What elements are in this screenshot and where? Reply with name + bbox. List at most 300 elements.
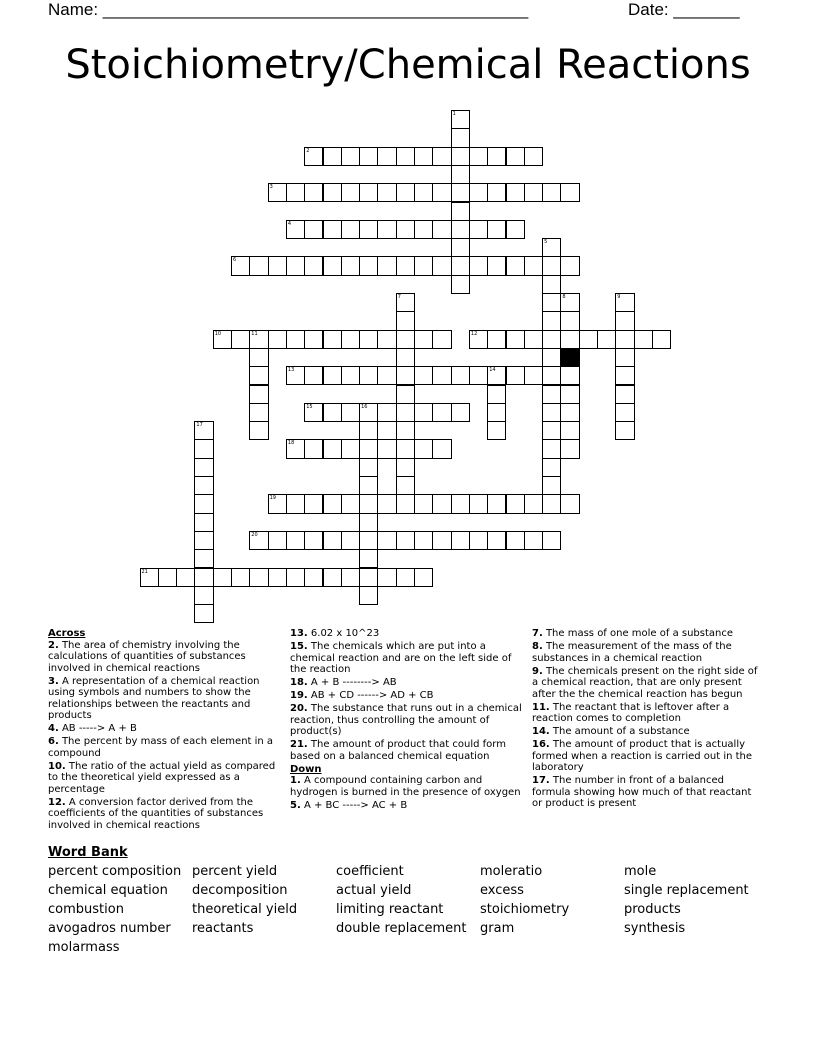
crossword-cell[interactable] — [359, 366, 378, 385]
crossword-cell[interactable] — [396, 458, 415, 477]
crossword-cell[interactable] — [194, 513, 213, 532]
crossword-cell[interactable] — [542, 403, 561, 422]
crossword-cell[interactable] — [286, 183, 305, 202]
crossword-cell[interactable] — [323, 256, 342, 275]
cell-number: 14 — [489, 367, 496, 374]
crossword-cell[interactable] — [396, 256, 415, 275]
crossword-cell[interactable] — [323, 568, 342, 587]
crossword-cell[interactable] — [615, 311, 634, 330]
clue — [532, 726, 764, 738]
clue-text: The amount of a substance — [549, 726, 690, 737]
clue — [48, 797, 280, 832]
crossword-cell[interactable] — [432, 494, 451, 513]
crossword-cell[interactable] — [249, 256, 268, 275]
cell-number: 2 — [306, 147, 310, 154]
crossword-cell[interactable] — [323, 183, 342, 202]
crossword-cell[interactable] — [341, 256, 360, 275]
crossword-cell[interactable] — [469, 147, 488, 166]
crossword-cell[interactable] — [304, 439, 323, 458]
crossword-cell[interactable] — [414, 256, 433, 275]
clue-number: 16. — [532, 739, 550, 750]
cell-number: 16 — [361, 403, 368, 410]
clue-number: 20. — [290, 703, 308, 714]
word-bank-column — [192, 862, 297, 938]
crossword-cell[interactable] — [615, 330, 634, 349]
crossword-cell[interactable] — [396, 183, 415, 202]
crossword-cell[interactable] — [414, 494, 433, 513]
crossword-cell[interactable] — [158, 568, 177, 587]
crossword-cell[interactable] — [451, 494, 470, 513]
crossword-cell[interactable] — [560, 183, 579, 202]
crossword-cell[interactable] — [377, 330, 396, 349]
crossword-cell[interactable] — [542, 311, 561, 330]
crossword-cell[interactable] — [194, 604, 213, 623]
crossword-cell[interactable] — [414, 531, 433, 550]
crossword-cell[interactable] — [286, 256, 305, 275]
crossword-cell[interactable] — [249, 568, 268, 587]
crossword-cell[interactable] — [506, 330, 525, 349]
crossword-cell[interactable] — [268, 568, 287, 587]
clue-number: 5. — [290, 799, 301, 811]
word-bank-word: synthesis — [624, 921, 686, 936]
crossword-cell[interactable] — [487, 403, 506, 422]
date-field[interactable]: Date: _______ — [628, 0, 740, 19]
crossword-cell[interactable] — [560, 256, 579, 275]
crossword-cell[interactable] — [615, 385, 634, 404]
crossword-cell[interactable] — [396, 531, 415, 550]
crossword-cell[interactable] — [615, 348, 634, 367]
crossword-cell[interactable] — [304, 183, 323, 202]
crossword-cell[interactable] — [487, 531, 506, 550]
crossword-cell[interactable] — [414, 366, 433, 385]
clue-text: The area of chemistry involving the calculations of quantities of substances involved in chemical reactions — [48, 639, 246, 674]
crossword-cell[interactable] — [341, 494, 360, 513]
crossword-cell[interactable] — [451, 147, 470, 166]
clue — [48, 676, 280, 722]
crossword-cell[interactable] — [396, 147, 415, 166]
word-bank-word: single replacement — [624, 883, 749, 898]
crossword-cell[interactable] — [194, 458, 213, 477]
crossword-cell[interactable] — [249, 421, 268, 440]
crossword-cell[interactable] — [249, 531, 268, 550]
crossword-cell[interactable] — [304, 531, 323, 550]
crossword-cell[interactable] — [359, 439, 378, 458]
word-bank-word: stoichiometry — [480, 902, 570, 917]
crossword-cell[interactable] — [359, 568, 378, 587]
crossword-cell[interactable] — [560, 330, 579, 349]
word-bank — [48, 845, 788, 962]
crossword-cell[interactable] — [341, 366, 360, 385]
clue-number: 6. — [48, 736, 59, 747]
crossword-cell[interactable] — [469, 183, 488, 202]
clue — [290, 690, 522, 702]
crossword-cell[interactable] — [506, 147, 525, 166]
crossword-cell[interactable] — [304, 220, 323, 239]
cell-number: 9 — [617, 294, 621, 300]
crossword-cell[interactable] — [286, 568, 305, 587]
crossword-cell[interactable] — [194, 494, 213, 513]
crossword-cell[interactable] — [341, 531, 360, 550]
crossword-cell[interactable] — [304, 366, 323, 385]
crossword-cell[interactable] — [524, 366, 543, 385]
crossword-cell[interactable] — [542, 183, 561, 202]
crossword-cell[interactable] — [432, 147, 451, 166]
crossword-cell[interactable] — [304, 494, 323, 513]
crossword-cell[interactable] — [432, 220, 451, 239]
crossword-cell[interactable] — [414, 439, 433, 458]
crossword-cell[interactable] — [304, 330, 323, 349]
crossword-cell[interactable] — [286, 531, 305, 550]
word-bank-word: products — [624, 902, 681, 917]
clue — [290, 677, 522, 689]
clue-number: 19. — [290, 690, 308, 701]
crossword-cell[interactable] — [359, 421, 378, 440]
crossword-cell[interactable] — [268, 256, 287, 275]
crossword-cell[interactable] — [304, 147, 323, 166]
crossword-cell[interactable] — [377, 568, 396, 587]
crossword-cell[interactable] — [524, 256, 543, 275]
crossword-cell[interactable] — [249, 403, 268, 422]
crossword-cell[interactable] — [359, 256, 378, 275]
clue-number: 11. — [532, 701, 550, 713]
clue-number: 13. — [290, 628, 308, 639]
crossword-cell[interactable] — [341, 403, 360, 422]
crossword-cell[interactable] — [469, 256, 488, 275]
crossword-cell[interactable] — [451, 366, 470, 385]
crossword-cell[interactable] — [506, 531, 525, 550]
crossword-cell[interactable] — [231, 568, 250, 587]
crossword-cell[interactable] — [542, 494, 561, 513]
crossword-cell[interactable] — [451, 275, 470, 294]
crossword-cell[interactable] — [560, 494, 579, 513]
crossword-cell[interactable] — [542, 531, 561, 550]
clue — [532, 628, 764, 640]
crossword-cell[interactable] — [359, 549, 378, 568]
crossword-cell[interactable] — [341, 568, 360, 587]
crossword-cell[interactable] — [377, 403, 396, 422]
crossword-cell[interactable] — [469, 494, 488, 513]
crossword-cell[interactable] — [414, 403, 433, 422]
crossword-cell[interactable] — [249, 366, 268, 385]
crossword-cell[interactable] — [542, 421, 561, 440]
crossword-cell[interactable] — [414, 330, 433, 349]
crossword-cell[interactable] — [304, 568, 323, 587]
crossword-cell[interactable] — [469, 366, 488, 385]
clue — [290, 641, 522, 676]
clue — [290, 739, 522, 762]
crossword-cell[interactable] — [524, 330, 543, 349]
crossword-cell[interactable] — [323, 439, 342, 458]
crossword-cell[interactable] — [414, 183, 433, 202]
clue-number: 8. — [532, 641, 543, 652]
crossword-cell[interactable] — [377, 147, 396, 166]
crossword-cell[interactable] — [396, 421, 415, 440]
crossword-cell[interactable] — [396, 568, 415, 587]
clue-text: AB + CD ------> AD + CB — [307, 690, 434, 701]
crossword-cell[interactable] — [231, 330, 250, 349]
crossword-cell[interactable] — [414, 220, 433, 239]
word-bank-column — [336, 862, 466, 938]
crossword-cell[interactable] — [469, 531, 488, 550]
across-heading: Across — [48, 628, 86, 639]
crossword-cell[interactable] — [432, 403, 451, 422]
crossword-cell[interactable] — [451, 128, 470, 147]
name-field[interactable]: Name: _____________________________________________ — [48, 0, 529, 19]
crossword-cell[interactable] — [231, 256, 250, 275]
crossword-cell[interactable] — [359, 183, 378, 202]
crossword-cell[interactable] — [524, 494, 543, 513]
crossword-cell[interactable] — [323, 330, 342, 349]
crossword-cell[interactable] — [432, 531, 451, 550]
crossword-cell[interactable] — [542, 385, 561, 404]
crossword-cell[interactable] — [377, 220, 396, 239]
crossword-cell[interactable] — [396, 366, 415, 385]
crossword-cell[interactable] — [396, 439, 415, 458]
crossword-cell[interactable] — [469, 220, 488, 239]
crossword-cell[interactable] — [542, 238, 561, 257]
crossword-cell[interactable] — [194, 439, 213, 458]
crossword-cell[interactable] — [249, 348, 268, 367]
crossword-cell[interactable] — [396, 220, 415, 239]
crossword-cell[interactable] — [341, 147, 360, 166]
crossword-cell[interactable] — [451, 183, 470, 202]
crossword-cell[interactable] — [432, 330, 451, 349]
word-bank-word: percent composition — [48, 864, 182, 879]
crossword-cell[interactable] — [451, 165, 470, 184]
crossword-cell[interactable] — [451, 202, 470, 221]
clue-text: The measurement of the mass of the substances in a chemical reaction — [532, 641, 732, 664]
crossword-cell[interactable] — [615, 421, 634, 440]
crossword-cell[interactable] — [542, 348, 561, 367]
crossword-cell[interactable] — [432, 366, 451, 385]
crossword-cell[interactable] — [304, 403, 323, 422]
word-bank-word: gram — [480, 921, 515, 936]
crossword-cell[interactable] — [213, 568, 232, 587]
crossword-cell[interactable] — [615, 403, 634, 422]
clue — [532, 775, 764, 810]
crossword-cell[interactable] — [194, 476, 213, 495]
word-bank-word: decomposition — [192, 883, 288, 898]
crossword-cell[interactable] — [249, 385, 268, 404]
crossword-cell[interactable] — [396, 330, 415, 349]
crossword-cell[interactable] — [542, 275, 561, 294]
clue-number: 1. — [290, 775, 301, 786]
clue-number: 10. — [48, 760, 66, 772]
crossword-cell[interactable] — [286, 366, 305, 385]
crossword-cell[interactable] — [542, 330, 561, 349]
clue-text: AB -----> A + B — [58, 723, 137, 734]
crossword-cell[interactable] — [323, 366, 342, 385]
crossword-cell[interactable] — [451, 110, 470, 129]
crossword-cell[interactable] — [451, 403, 470, 422]
crossword-cell[interactable] — [506, 366, 525, 385]
crossword-cell[interactable] — [487, 385, 506, 404]
crossword-cell[interactable] — [451, 531, 470, 550]
cell-number: 7 — [397, 294, 401, 300]
crossword-cell[interactable] — [359, 476, 378, 495]
crossword-cell[interactable] — [286, 494, 305, 513]
word-bank-word: molarmass — [48, 940, 120, 955]
crossword-cell[interactable] — [268, 183, 287, 202]
crossword-cell[interactable] — [323, 147, 342, 166]
crossword-cell[interactable] — [323, 494, 342, 513]
crossword-cell[interactable] — [359, 513, 378, 532]
crossword-cell[interactable] — [524, 147, 543, 166]
clue-number: 3. — [48, 675, 59, 687]
cell-number: 4 — [287, 220, 292, 227]
crossword-cell[interactable] — [249, 330, 268, 349]
crossword-cell[interactable] — [194, 421, 213, 440]
crossword-cell[interactable] — [451, 220, 470, 239]
crossword-cell[interactable] — [542, 366, 561, 385]
crossword-cell[interactable] — [396, 494, 415, 513]
crossword-cell[interactable] — [597, 330, 616, 349]
crossword-cell[interactable] — [377, 439, 396, 458]
crossword-cell[interactable] — [341, 439, 360, 458]
crossword-cell[interactable] — [396, 293, 415, 312]
crossword-cell[interactable] — [414, 147, 433, 166]
crossword-cell[interactable] — [487, 183, 506, 202]
crossword-cell[interactable] — [560, 366, 579, 385]
crossword-cell[interactable] — [268, 531, 287, 550]
crossword-cell[interactable] — [359, 586, 378, 605]
cell-number: 15 — [306, 403, 313, 410]
clue-number: 4. — [48, 723, 59, 734]
crossword-cell[interactable] — [542, 293, 561, 312]
crossword-cell[interactable] — [469, 330, 488, 349]
cell-number: 18 — [287, 440, 295, 447]
crossword-cell[interactable] — [487, 330, 506, 349]
crossword-cell[interactable] — [194, 531, 213, 550]
crossword-cell[interactable] — [615, 366, 634, 385]
crossword-cell[interactable] — [432, 439, 451, 458]
clue-text: The chemicals present on the right side of a chemical reaction, that are only present after the the chemical reaction has begun — [532, 665, 758, 700]
clue — [532, 739, 764, 774]
crossword-cell[interactable] — [396, 311, 415, 330]
crossword-cell[interactable] — [359, 147, 378, 166]
crossword-cell[interactable] — [634, 330, 653, 349]
down-heading: Down — [290, 763, 322, 775]
crossword-cell[interactable] — [286, 439, 305, 458]
crossword-cell[interactable] — [396, 476, 415, 495]
clue — [532, 702, 764, 725]
word-bank-word: excess — [480, 883, 524, 898]
crossword-cell[interactable] — [377, 494, 396, 513]
crossword-cell[interactable] — [176, 568, 195, 587]
crossword-cell[interactable] — [487, 421, 506, 440]
crossword-cell[interactable] — [560, 385, 579, 404]
crossword-cell[interactable] — [140, 568, 159, 587]
crossword-cell[interactable] — [560, 421, 579, 440]
crossword-cell[interactable] — [542, 458, 561, 477]
clue-text: The amount of product that could form based on a balanced chemical equation — [290, 739, 506, 762]
page-title: Stoichiometry/Chemical Reactions — [65, 42, 751, 88]
clue — [290, 800, 522, 812]
crossword-cell[interactable] — [359, 330, 378, 349]
crossword-cell[interactable] — [323, 531, 342, 550]
clue-text: A + B --------> AB — [307, 677, 397, 688]
crossword-cell[interactable] — [304, 256, 323, 275]
crossword-cell[interactable] — [542, 439, 561, 458]
crossword-cell[interactable] — [286, 330, 305, 349]
crossword-cell[interactable] — [396, 403, 415, 422]
crossword-cell[interactable] — [542, 256, 561, 275]
clue — [532, 666, 764, 701]
crossword-cell[interactable] — [487, 256, 506, 275]
crossword-cell[interactable] — [341, 183, 360, 202]
crossword-cell[interactable] — [377, 531, 396, 550]
word-bank-column — [480, 862, 569, 938]
crossword-cell[interactable] — [451, 238, 470, 257]
crossword-cell[interactable] — [194, 568, 213, 587]
crossword-cell[interactable] — [432, 183, 451, 202]
crossword-cell[interactable] — [286, 220, 305, 239]
crossword-cell[interactable] — [560, 293, 579, 312]
crossword-cell[interactable] — [615, 293, 634, 312]
crossword-cell[interactable] — [396, 385, 415, 404]
crossword-cell[interactable] — [213, 330, 232, 349]
crossword-cell[interactable] — [396, 348, 415, 367]
crossword-cell[interactable] — [451, 256, 470, 275]
clue-number: 9. — [532, 665, 543, 677]
clue — [48, 736, 280, 759]
cell-number: 6 — [233, 257, 237, 264]
crossword-cell[interactable] — [377, 256, 396, 275]
crossword-cell[interactable] — [359, 494, 378, 513]
crossword-cell[interactable] — [524, 183, 543, 202]
crossword-cell[interactable] — [194, 549, 213, 568]
crossword-cell[interactable] — [268, 494, 287, 513]
crossword-cell[interactable] — [579, 330, 598, 349]
word-bank-word: double replacement — [336, 921, 467, 936]
crossword-cell[interactable] — [506, 220, 525, 239]
crossword-cell[interactable] — [414, 568, 433, 587]
crossword-cell[interactable] — [487, 366, 506, 385]
crossword-cell[interactable] — [432, 256, 451, 275]
crossword-cell[interactable] — [506, 183, 525, 202]
crossword-cell[interactable] — [506, 494, 525, 513]
word-bank-word: limiting reactant — [336, 902, 444, 917]
crossword-cell[interactable] — [487, 220, 506, 239]
crossword-cell[interactable] — [194, 586, 213, 605]
crossword-cell[interactable] — [359, 220, 378, 239]
crossword-cell[interactable] — [377, 366, 396, 385]
clue — [48, 723, 280, 735]
crossword-cell[interactable] — [359, 458, 378, 477]
crossword-cell[interactable] — [268, 330, 287, 349]
crossword-cell[interactable] — [359, 531, 378, 550]
crossword-cell[interactable] — [359, 403, 378, 422]
crossword-cell[interactable] — [652, 330, 671, 349]
crossword-cell[interactable] — [560, 403, 579, 422]
crossword-cell[interactable] — [323, 220, 342, 239]
crossword-cell[interactable] — [341, 330, 360, 349]
crossword-cell[interactable] — [323, 403, 342, 422]
clue-text: 6.02 x 10^23 — [307, 628, 380, 639]
crossword-cell[interactable] — [341, 220, 360, 239]
cell-number: 17 — [196, 422, 203, 429]
crossword-cell[interactable] — [377, 183, 396, 202]
crossword-cell[interactable] — [506, 256, 525, 275]
crossword-cell[interactable] — [487, 147, 506, 166]
word-bank-word: combustion — [48, 902, 124, 917]
crossword-cell[interactable] — [560, 439, 579, 458]
crossword-cell[interactable] — [560, 348, 579, 367]
crossword-cell[interactable] — [560, 311, 579, 330]
crossword-cell[interactable] — [487, 494, 506, 513]
crossword-cell[interactable] — [524, 531, 543, 550]
crossword-cell[interactable] — [542, 476, 561, 495]
